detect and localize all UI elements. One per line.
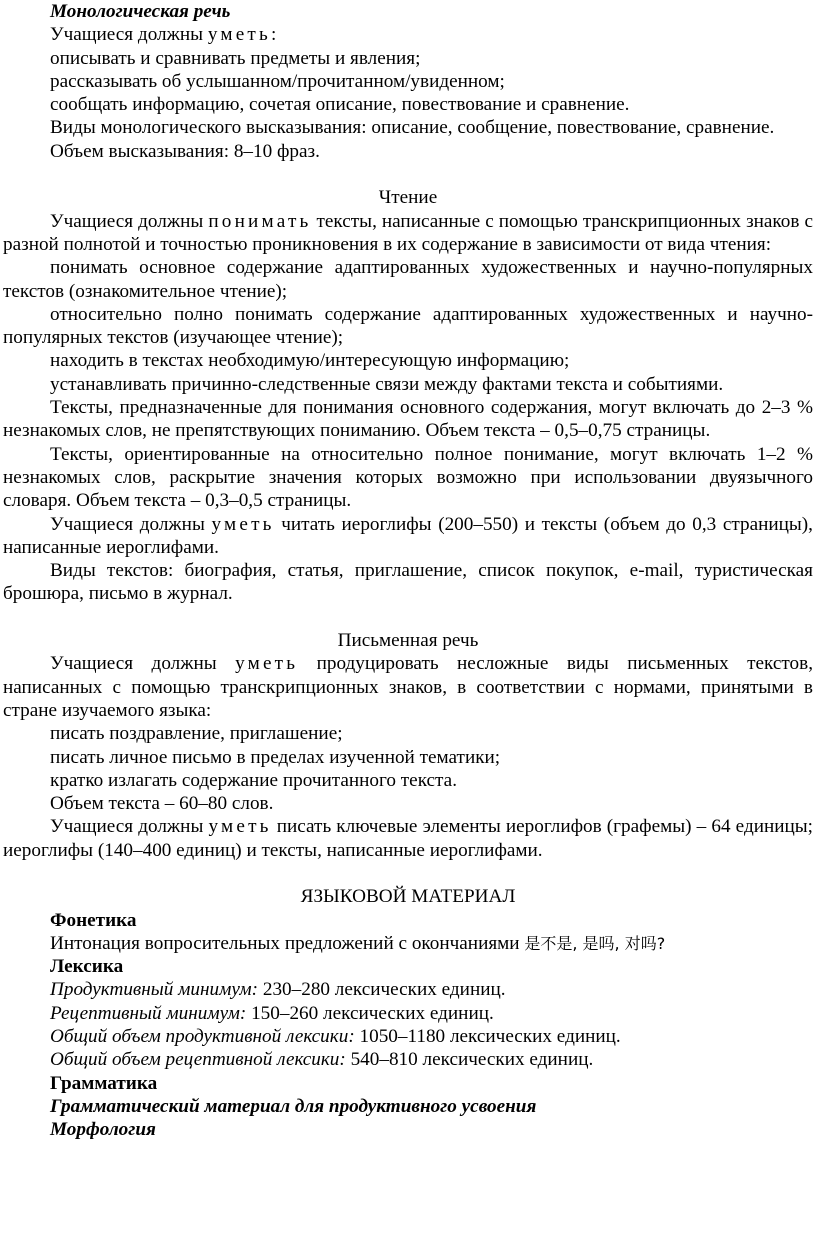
- lexis-row: Продуктивный минимум: 230–280 лексических единиц.: [50, 979, 506, 1001]
- list-item: кратко излагать содержание прочитанного текста.: [50, 769, 457, 791]
- question-endings: 是不是, 是吗, 对吗?: [524, 933, 666, 953]
- reading-main-texts: Тексты, предназначенные для понимания основного содержания, могут включать до 2–3 % незнакомых слов, не препятствующих пониманию. Объем текста – 0,5–0,75 страницы.: [3, 397, 813, 442]
- writing-heading: Письменная речь: [337, 630, 479, 652]
- monologue-section: [3, 0, 813, 163]
- language-material-section: [3, 885, 813, 1141]
- document-page: [3, 0, 813, 1142]
- monologue-heading: Монологическая речь: [50, 1, 231, 22]
- spacer: [3, 862, 813, 885]
- lexis-row: Общий объем рецептивной лексики: 540–810 лексических единиц.: [50, 1049, 594, 1071]
- writing-volume: Объем текста – 60–80 слов.: [50, 793, 274, 815]
- reading-section: [3, 186, 813, 605]
- emphasized-verb: уметь: [211, 513, 275, 535]
- grammar-heading: Грамматика: [50, 1072, 158, 1094]
- language-material-heading: ЯЗЫКОВОЙ МАТЕРИАЛ: [300, 886, 516, 908]
- lexis-row: Общий объем продуктивной лексики: 1050–1180 лексических единиц.: [50, 1026, 621, 1048]
- monologue-intro: Учащиеся должны уметь:: [50, 24, 277, 46]
- reading-intro: Учащиеся должны понимать тексты, написанные с помощью транскрипционных знаков с разной полнотой и точностью проникновения в их содержание в зависимости от вида чтения:: [3, 210, 813, 255]
- grammar-subheading: Грамматический материал для продуктивного усвоения: [50, 1095, 537, 1117]
- list-item: сообщать информацию, сочетая описание, повествование и сравнение.: [50, 94, 630, 116]
- list-item: писать поздравление, приглашение;: [50, 723, 343, 745]
- reading-hieroglyphs: Учащиеся должны уметь читать иероглифы (200–550) и тексты (объем до 0,3 страницы), написанные иероглифами.: [3, 513, 813, 558]
- list-item: понимать основное содержание адаптированных художественных и научно-популярных текстов (ознакомительное чтение);: [3, 257, 813, 302]
- emphasized-verb: уметь: [208, 816, 272, 838]
- list-item: относительно полно понимать содержание адаптированных художественных и научно-популярных текстов (изучающее чтение);: [3, 303, 813, 349]
- morphology-heading: Морфология: [50, 1119, 156, 1141]
- list-item: писать личное письмо в пределах изученной тематики;: [50, 746, 501, 768]
- spacer: [3, 606, 813, 629]
- list-item: устанавливать причинно-следственные связи между фактами текста и событиями.: [50, 373, 724, 395]
- writing-section: [3, 629, 813, 862]
- emphasized-verb: понимать: [208, 210, 312, 232]
- lexis-heading: Лексика: [50, 956, 124, 978]
- list-item: описывать и сравнивать предметы и явления;: [50, 47, 421, 69]
- phonetics-text: Интонация вопросительных предложений с окончаниями 是不是, 是吗, 对吗?: [50, 932, 666, 954]
- writing-hieroglyphs: Учащиеся должны уметь писать ключевые элементы иероглифов (графемы) – 64 единицы; иероглифы (140–400 единиц) и тексты, написанные иероглифами.: [3, 816, 814, 861]
- list-item: находить в текстах необходимую/интересующую информацию;: [50, 350, 570, 372]
- phonetics-heading: Фонетика: [50, 909, 137, 931]
- spacer: [3, 163, 813, 186]
- reading-full-texts: Тексты, ориентированные на относительно полное понимание, могут включать 1–2 % незнакомых слов, раскрытие значения которых возможно при использовании двуязычного словаря. Объем текста – 0,3–0,5 страницы.: [3, 443, 813, 512]
- list-item: рассказывать об услышанном/прочитанном/увиденном;: [50, 70, 505, 92]
- monologue-volume: Объем высказывания: 8–10 фраз.: [50, 140, 320, 162]
- monologue-types: Виды монологического высказывания: описание, сообщение, повествование, сравнение.: [50, 117, 775, 139]
- reading-heading: Чтение: [378, 187, 438, 209]
- writing-intro: Учащиеся должны уметь продуцировать несложные виды письменных текстов, написанных с помощью транскрипционных знаков, в соответствии с нормами, принятыми в стране изучаемого языка:: [3, 653, 813, 721]
- emphasized-verb: уметь: [235, 653, 299, 675]
- lexis-row: Рецептивный минимум: 150–260 лексических единиц.: [50, 1002, 494, 1024]
- reading-text-types: Виды текстов: биография, статья, приглашение, список покупок, e-mail, туристическая брошюра, письмо в журнал.: [3, 560, 813, 605]
- emphasized-verb: уметь: [207, 24, 271, 46]
